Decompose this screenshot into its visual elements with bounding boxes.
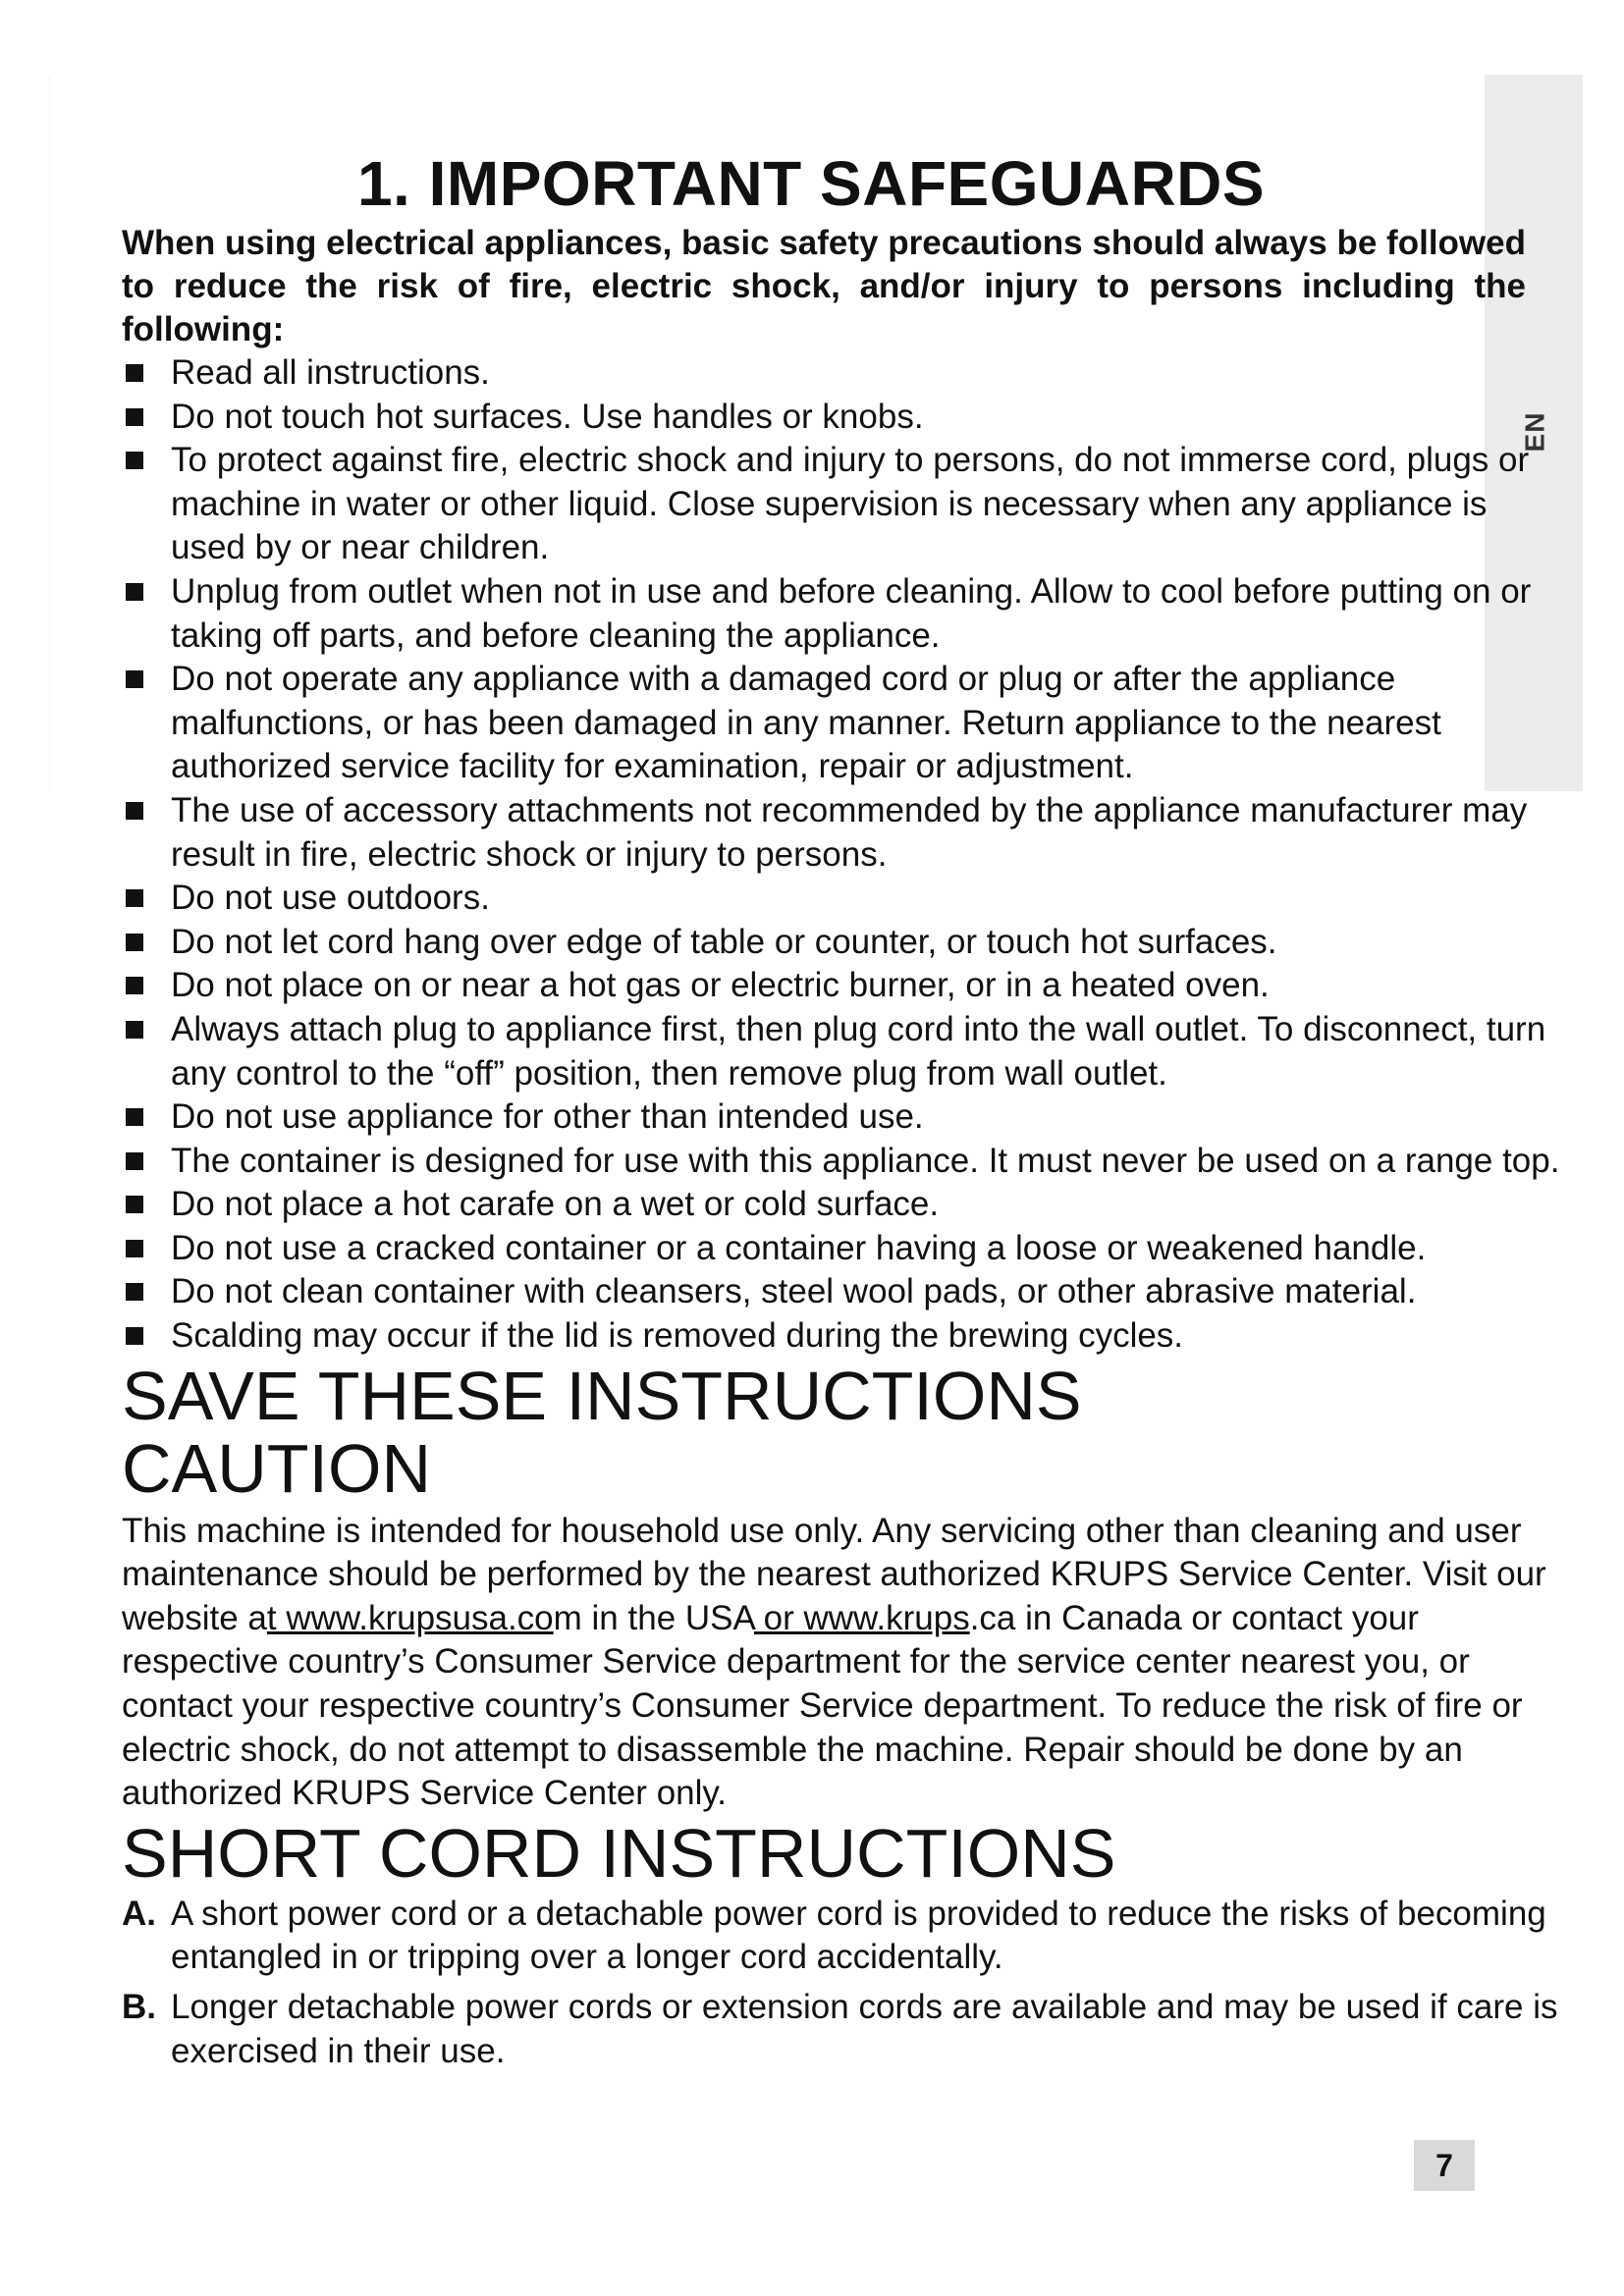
- list-item: Scalding may occur if the lid is removed during the brewing cycles.: [122, 1314, 1565, 1359]
- square-bullet-icon: [126, 583, 143, 601]
- document-body: [122, 145, 1565, 2079]
- list-item: Do not use a cracked container or a container having a loose or weakened handle.: [122, 1227, 1565, 1271]
- list-item: A. A short power cord or a detachable power cord is provided to reduce the risks of becoming entangled in or tripping over a longer cord accidentally.: [122, 1894, 1546, 1977]
- square-bullet-icon: [126, 408, 143, 426]
- list-item: Unplug from outlet when not in use and before cleaning. Allow to cool before putting on or taking off parts, and before cleaning the appliance.: [122, 570, 1565, 658]
- caution-heading: CAUTION: [122, 1429, 431, 1507]
- language-code: EN: [1519, 411, 1549, 453]
- list-item: Do not place a hot carafe on a wet or cold surface.: [122, 1183, 1565, 1227]
- list-item: Always attach plug to appliance first, then plug cord into the wall outlet. To disconnect, turn any control to the “off” position, then remove plug from wall outlet.: [122, 1008, 1565, 1095]
- page-title: 1. IMPORTANT SAFEGUARDS: [356, 148, 1266, 219]
- list-item: Read all instructions.: [122, 351, 1565, 396]
- square-bullet-icon: [126, 977, 143, 994]
- caution-paragraph: This machine is intended for household use only. Any servicing other than cleaning and user maintenance should be performed by the nearest authorized KRUPS Service Center. Visit our website at www.krupsusa.com in the USA or www.krups.ca in Canada or contact your respective country’s Consumer Service department for the service center nearest you, or contact your respective country’s Consumer Service department. To reduce the risk of fire or electric shock, do not attempt to disassemble the machine. Repair should be done by an authorized KRUPS Service Center only.: [122, 1511, 1546, 1813]
- list-item: The use of accessory attachments not recommended by the appliance manufacturer may result in fire, electric shock or injury to persons.: [122, 789, 1565, 877]
- list-item: Do not use appliance for other than intended use.: [122, 1095, 1565, 1140]
- page-number: 7: [1414, 2140, 1475, 2191]
- list-item: Do not place on or near a hot gas or electric burner, or in a heated oven.: [122, 964, 1565, 1008]
- short-cord-heading: SHORT CORD INSTRUCTIONS: [122, 1814, 1116, 1892]
- square-bullet-icon: [126, 1196, 143, 1213]
- square-bullet-icon: [126, 1021, 143, 1039]
- list-item: B. Longer detachable power cords or extension cords are available and may be used if care is exercised in their use.: [122, 1988, 1558, 2070]
- square-bullet-icon: [126, 364, 143, 382]
- square-bullet-icon: [126, 1283, 143, 1301]
- website-link-canada[interactable]: or www.krups: [753, 1598, 970, 1637]
- safeguards-list: [122, 351, 1565, 1359]
- square-bullet-icon: [126, 1327, 143, 1345]
- square-bullet-icon: [126, 1152, 143, 1170]
- square-bullet-icon: [126, 889, 143, 907]
- page-edge-line: [49, 75, 50, 791]
- list-item: Do not use outdoors.: [122, 877, 1565, 921]
- list-item: To protect against fire, electric shock and injury to persons, do not immerse cord, plugs or machine in water or other liquid. Close supervision is necessary when any appliance is used by or near children.: [122, 439, 1565, 570]
- list-item: Do not touch hot surfaces. Use handles or knobs.: [122, 396, 1565, 440]
- list-item: Do not clean container with cleansers, steel wool pads, or other abrasive material.: [122, 1270, 1565, 1314]
- save-instructions-heading: SAVE THESE INSTRUCTIONS: [122, 1357, 1082, 1434]
- square-bullet-icon: [126, 934, 143, 951]
- intro-paragraph: When using electrical appliances, basic safety precautions should always be followed to reduce the risk of fire, electric shock, and/or injury to persons including the following:: [122, 224, 1526, 348]
- square-bullet-icon: [126, 452, 143, 469]
- website-link-usa[interactable]: t www.krupsusa.co: [266, 1598, 554, 1637]
- square-bullet-icon: [126, 1108, 143, 1126]
- square-bullet-icon: [126, 1240, 143, 1257]
- list-item: Do not let cord hang over edge of table or counter, or touch hot surfaces.: [122, 921, 1565, 965]
- square-bullet-icon: [126, 802, 143, 820]
- square-bullet-icon: [126, 670, 143, 688]
- list-item: The container is designed for use with this appliance. It must never be used on a range top.: [122, 1140, 1565, 1184]
- short-cord-list: [122, 1893, 1565, 2073]
- list-item: Do not operate any appliance with a damaged cord or plug or after the appliance malfunctions, or has been damaged in any manner. Return appliance to the nearest authorized service facility for examination, repair or adjustment.: [122, 658, 1565, 789]
